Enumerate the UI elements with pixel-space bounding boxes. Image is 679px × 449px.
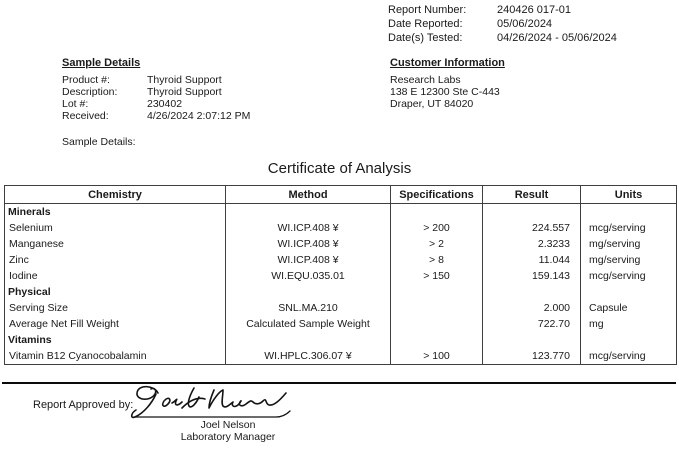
cell-result: 722.70 [483,316,581,332]
sample-detail-label: Lot #: [62,98,89,110]
cell-specifications: > 100 [391,348,483,365]
cell-specifications [391,204,483,221]
table-column-header: Units [581,186,677,204]
sample-detail-row [62,86,250,98]
cell-units: mg/serving [581,236,677,252]
sample-details-heading: Sample Details [62,57,141,69]
sample-detail-label: Description: [62,86,118,98]
sample-details-rows [62,74,250,122]
table-column-header: Method [226,186,391,204]
customer-info-line: Research Labs [390,74,461,86]
cell-method: WI.ICP.408 ¥ [226,252,391,268]
table-row [5,300,677,316]
cell-chemistry: Average Net Fill Weight [5,316,226,332]
results-table [4,185,677,365]
cell-result: 123.770 [483,348,581,365]
results-table-wrap [4,185,677,365]
cell-method: SNL.MA.210 [226,300,391,316]
signature-image [126,381,294,421]
cell-result: 2.000 [483,300,581,316]
table-column-header: Result [483,186,581,204]
cell-specifications: > 2 [391,236,483,252]
cell-method: WI.EQU.035.01 [226,268,391,284]
table-section-row [5,332,677,348]
footer-divider [2,382,676,384]
table-column-header: Specifications [391,186,483,204]
cell-units: mcg/serving [581,348,677,365]
sample-detail-value: 4/26/2024 2:07:12 PM [147,110,251,122]
cell-chemistry: Physical [5,284,226,300]
cell-chemistry: Vitamins [5,332,226,348]
cell-result [483,332,581,348]
cell-method: WI.ICP.408 ¥ [226,236,391,252]
cell-specifications: > 150 [391,268,483,284]
page-title: Certificate of Analysis [267,160,412,177]
report-meta-row [388,31,617,45]
cell-units [581,284,677,300]
cell-method [226,204,391,221]
customer-info-line: Draper, UT 84020 [390,98,474,110]
table-row [5,252,677,268]
cell-result: 11.044 [483,252,581,268]
cell-method: Calculated Sample Weight [226,316,391,332]
signer-block [153,419,303,443]
cell-units [581,204,677,221]
table-row [5,268,677,284]
customer-information-heading: Customer Information [390,57,505,69]
cell-method [226,332,391,348]
cell-specifications [391,300,483,316]
sample-details-extra-label: Sample Details: [62,136,136,148]
sample-detail-row [62,98,250,110]
report-meta-label: Date(s) Tested: [388,32,463,44]
cell-chemistry: Minerals [5,204,226,221]
report-meta-value: 05/06/2024 [497,18,553,30]
report-meta-label: Report Number: [388,4,467,16]
report-meta-label: Date Reported: [388,18,463,30]
customer-info-line: 138 E 12300 Ste C-443 [390,86,500,98]
cell-specifications [391,332,483,348]
sample-detail-row [62,74,250,86]
report-meta-value: 240426 017-01 [497,4,572,16]
cell-units: mcg/serving [581,268,677,284]
table-section-row [5,204,677,221]
customer-information-lines [390,74,500,110]
cell-method: WI.ICP.408 ¥ [226,220,391,236]
sample-detail-row [62,110,250,122]
cell-specifications: > 8 [391,252,483,268]
cell-specifications [391,316,483,332]
report-approved-by-label: Report Approved by: [33,399,134,411]
table-header-row [5,186,677,204]
report-meta-row [388,17,617,31]
cell-result [483,284,581,300]
cell-units: mg [581,316,677,332]
table-row [5,220,677,236]
table-section-row [5,284,677,300]
sample-detail-label: Product #: [62,74,110,86]
cell-units: mg/serving [581,252,677,268]
cell-result [483,204,581,221]
sample-detail-value: 230402 [147,98,183,110]
cell-result: 159.143 [483,268,581,284]
cell-method: WI.HPLC.306.07 ¥ [226,348,391,365]
cell-chemistry: Vitamin B12 Cyanocobalamin [5,348,226,365]
cell-chemistry: Zinc [5,252,226,268]
table-body [5,204,677,365]
cell-chemistry: Serving Size [5,300,226,316]
cell-method [226,284,391,300]
sample-detail-value: Thyroid Support [147,74,222,86]
cell-result: 2.3233 [483,236,581,252]
cell-chemistry: Selenium [5,220,226,236]
signer-name: Joel Nelson [200,419,256,431]
table-row [5,316,677,332]
signer-title: Laboratory Manager [180,431,276,443]
sample-detail-label: Received: [62,110,109,122]
report-meta-value: 04/26/2024 - 05/06/2024 [497,32,617,44]
table-column-header: Chemistry [5,186,226,204]
cell-chemistry: Iodine [5,268,226,284]
cell-chemistry: Manganese [5,236,226,252]
report-meta-row [388,3,617,17]
cell-specifications: > 200 [391,220,483,236]
cell-units: Capsule [581,300,677,316]
sample-detail-value: Thyroid Support [147,86,222,98]
cell-specifications [391,284,483,300]
report-meta-block [388,3,617,45]
table-row [5,236,677,252]
cell-units: mcg/serving [581,220,677,236]
table-row [5,348,677,365]
cell-result: 224.557 [483,220,581,236]
cell-units [581,332,677,348]
